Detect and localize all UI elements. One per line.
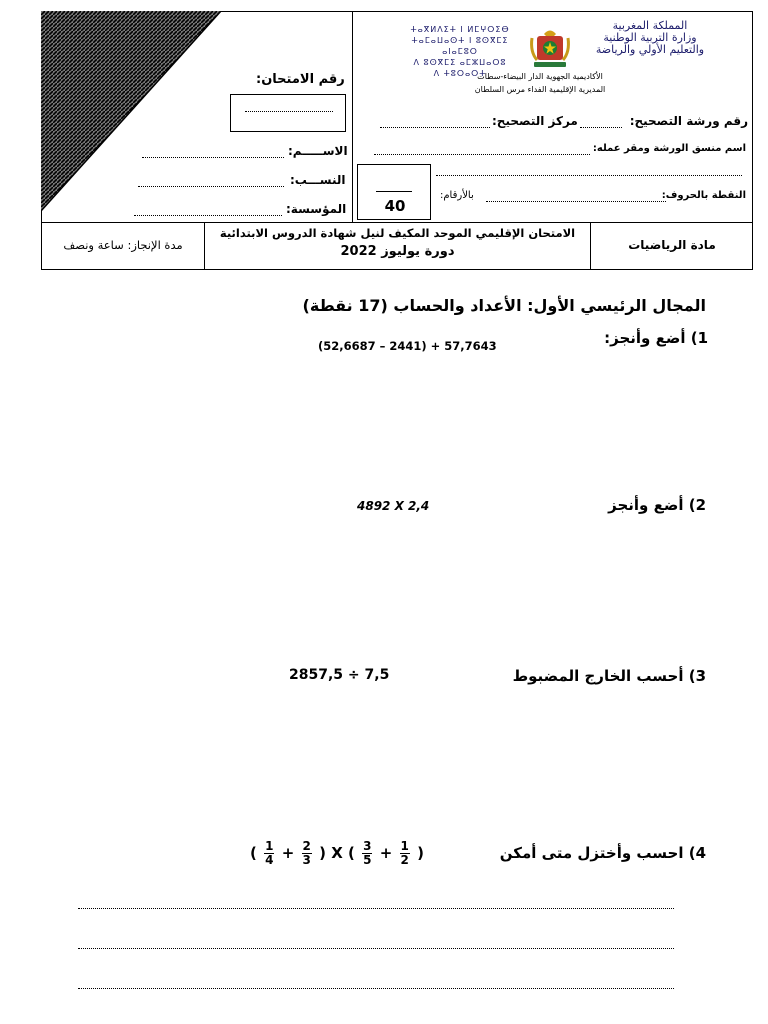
correction-center-field[interactable] <box>380 127 490 128</box>
section-title: المجال الرئيسي الأول: الأعداد والحساب (17 نقطة) <box>302 296 706 315</box>
exam-number-field[interactable] <box>245 111 333 112</box>
grade-fraction-bar <box>376 191 412 192</box>
exam-number-box[interactable] <box>230 94 346 132</box>
exam-title-line-1: الامتحان الإقليمي الموحد المكيف لنيل شهادة الدروس الابتدائية <box>219 226 576 240</box>
correction-center-label: مركز التصحيح: <box>492 114 578 128</box>
coordinator-field-2[interactable] <box>436 175 742 176</box>
ministry-title <box>580 20 720 56</box>
question-1-expression: 3467,75 + (1442 – 7866,25) <box>318 339 497 353</box>
school-label: المؤسسة: <box>286 202 347 216</box>
kingdom-line-2: وزارة التربية الوطنية <box>603 31 697 44</box>
fraction-2: $\frac{2}{3}$ <box>302 839 311 867</box>
workshop-number-field[interactable] <box>580 127 622 128</box>
coordinator-field-1[interactable] <box>374 154 590 155</box>
subject-label: مادة الرياضيات <box>628 238 716 252</box>
grade-words-field[interactable] <box>486 201 666 202</box>
exam-title-line-2: دورة يوليوز 2022 <box>340 244 455 259</box>
surname-field[interactable] <box>138 186 284 187</box>
question-4-expression: ( $\frac{1}{4}$ + $\frac{2}{3}$ ) X ( $\frac{3}{5}$ + $\frac{1}{2}$ ) <box>250 839 424 867</box>
school-field[interactable] <box>134 215 282 216</box>
tifinagh-line-1: ⵜⴰⴳⵍⴷⵉⵜ ⵏ ⵍⵎⵖⵔⵉⴱ <box>410 25 510 34</box>
multiply-operator: X <box>331 844 343 862</box>
question-3-label: 3) أحسب الخارج المضبوط <box>512 667 706 685</box>
name-field[interactable] <box>142 157 284 158</box>
question-3-expression: 2857,5 ÷ 7,5 <box>289 667 390 683</box>
kingdom-line-3: والتعليم الأولي والرياضة <box>595 43 705 56</box>
answer-line-2[interactable] <box>78 948 674 949</box>
header-vertical-divider <box>352 11 353 223</box>
grade-words-label: النقطة بالحروف: <box>661 190 746 201</box>
answer-line-1[interactable] <box>78 908 674 909</box>
tifinagh-line-2: ⵜⴰⵎⴰⵡⴰⵙⵜ ⵏ ⵓⵙⴳⵎⵉ ⴰⵏⴰⵎⵓⵔ <box>411 36 509 56</box>
fraction-1: $\frac{1}{4}$ <box>265 839 274 867</box>
header-horizontal-divider <box>41 222 753 223</box>
kingdom-line-1: المملكة المغربية <box>612 19 688 32</box>
name-label: الاســـــم: <box>288 144 348 158</box>
grade-digits-label: بالأرقام: <box>440 190 474 201</box>
exam-number-label: رقم الامتحان: <box>256 72 345 87</box>
fraction-3: $\frac{3}{5}$ <box>363 839 372 867</box>
tifinagh-line-3: ⴷ ⵓⵙⴳⵎⵉ ⴰⵎⵣⵡⴰⵔⵓ ⴷ ⵜⵓⵔⴰⵔⵜ <box>413 58 507 78</box>
duration-label: مدة الإنجاز: ساعة ونصف <box>63 238 183 252</box>
workshop-number-label: رقم ورشة التصحيح: <box>629 114 748 128</box>
question-1-label: 1) أضع وأنجز: <box>604 329 708 347</box>
grade-total: 40 <box>384 197 406 215</box>
grade-box[interactable] <box>357 164 431 220</box>
coat-of-arms-icon <box>528 24 572 70</box>
surname-label: النســـب: <box>290 173 346 187</box>
answer-line-3[interactable] <box>78 988 674 989</box>
question-2-expression: 4892 X 2,4 <box>357 499 430 513</box>
directorate-name: المديرية الإقليمية الفداء مرس السلطان <box>474 85 606 94</box>
coordinator-label: اسم منسق الورشة ومقر عمله: <box>592 143 746 154</box>
question-2-label: 2) أضع وأنجز <box>608 496 706 514</box>
question-4-label: 4) احسب وأختزل متى أمكن <box>499 844 706 862</box>
fraction-4: $\frac{1}{2}$ <box>400 839 409 867</box>
academy-name: الأكاديمية الجهوية الدار البيضاء-سطات <box>477 72 603 81</box>
